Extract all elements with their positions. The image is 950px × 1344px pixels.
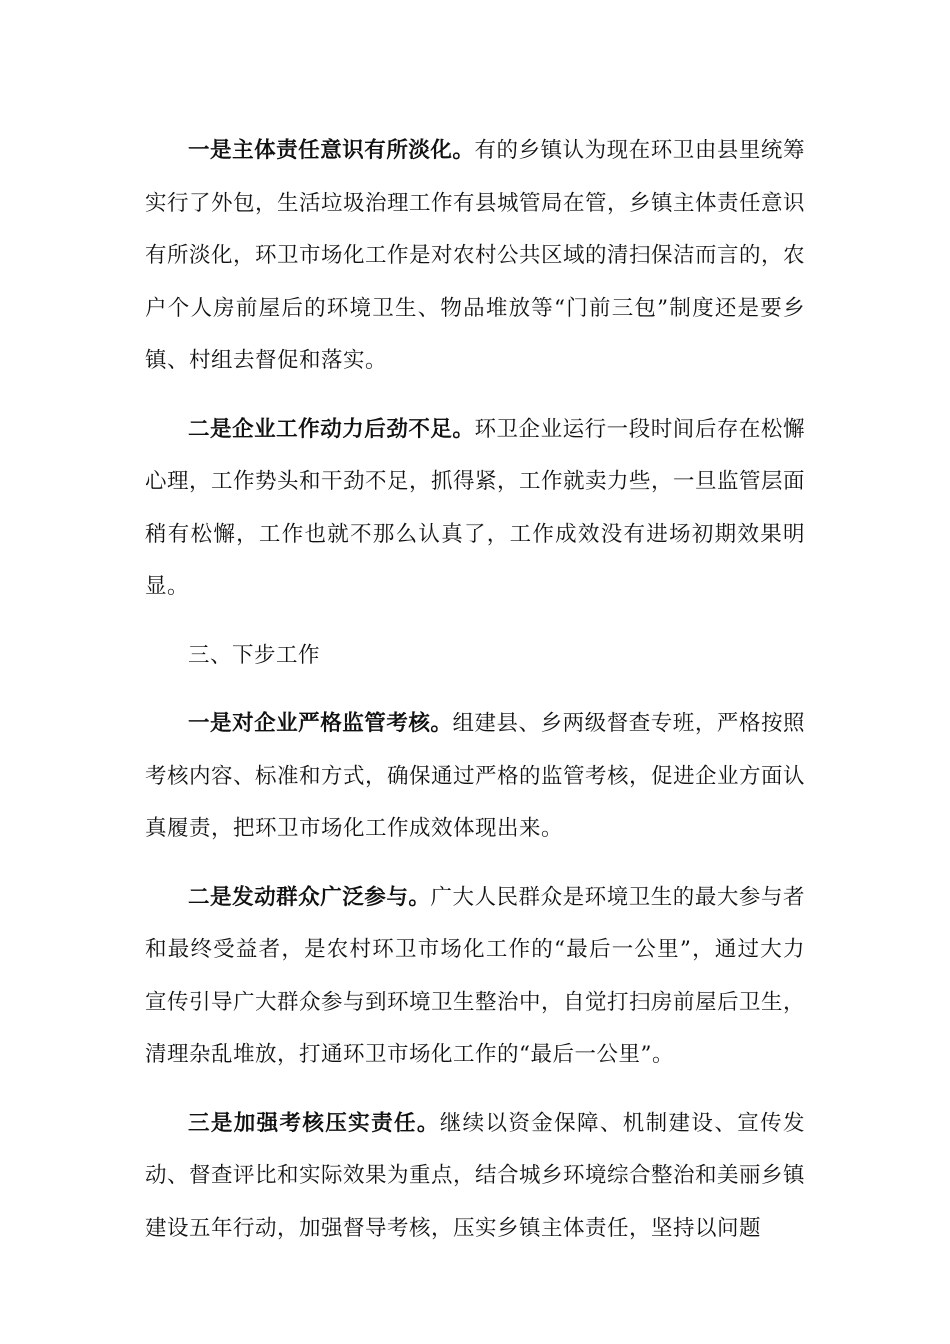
paragraph-lead: 二是企业工作动力后劲不足。 bbox=[188, 416, 475, 442]
paragraph-enterprise-motivation bbox=[145, 404, 805, 614]
paragraph-lead: 三是加强考核压实责任。 bbox=[188, 1110, 440, 1136]
paragraph-lead: 一是对企业严格监管考核。 bbox=[188, 711, 453, 736]
paragraph-text: 组建县、乡两级督查专班，严格按照考核内容、标准和方式，确保通过严格的监管考核，促进企业方面认真履责，把环卫市场化工作成效体现出来。 bbox=[145, 711, 806, 841]
paragraph-text: 继续以资金保障、机制建设、宣传发动、督查评比和实际效果为重点，结合城乡环境综合整治和美丽乡镇建设五年行动，加强督导考核，压实乡镇主体责任，坚持以问题 bbox=[145, 1110, 806, 1241]
paragraph-text: 广大人民群众是环境卫生的最大参与者和最终受益者，是农村环卫市场化工作的“最后一公里”，通过大力宣传引导广大群众参与到环境卫生整治中，自觉打扫房前屋后卫生，清理杂乱堆放，打通环卫市场化工作的“最后一公里”。 bbox=[145, 884, 806, 1067]
paragraph-lead: 二是发动群众广泛参与。 bbox=[188, 884, 431, 910]
section-heading-next-steps: 三、下步工作 bbox=[188, 642, 321, 668]
paragraph-strengthen-assessment bbox=[145, 1098, 805, 1256]
paragraph-text: 环卫企业运行一段时间后存在松懈心理，工作势头和干劲不足，抓得紧，工作就卖力些，一旦监管层面稍有松懈，工作也就不那么认真了，工作成效没有进场初期效果明显。 bbox=[145, 416, 806, 599]
document-body bbox=[145, 125, 805, 1271]
paragraph-strict-supervision bbox=[145, 698, 805, 856]
paragraph-public-participation bbox=[145, 872, 805, 1082]
paragraph-lead: 一是主体责任意识有所淡化。 bbox=[188, 138, 475, 163]
paragraph-text: 有的乡镇认为现在环卫由县里统筹实行了外包，生活垃圾治理工作有县城管局在管，乡镇主体责任意识有所淡化，环卫市场化工作是对农村公共区域的清扫保洁而言的，农户个人房前屋后的环境卫生、物品堆放等“门前三包”制度还是要乡镇、村组去督促和落实。 bbox=[145, 138, 806, 373]
paragraph-subject-responsibility bbox=[145, 125, 805, 388]
